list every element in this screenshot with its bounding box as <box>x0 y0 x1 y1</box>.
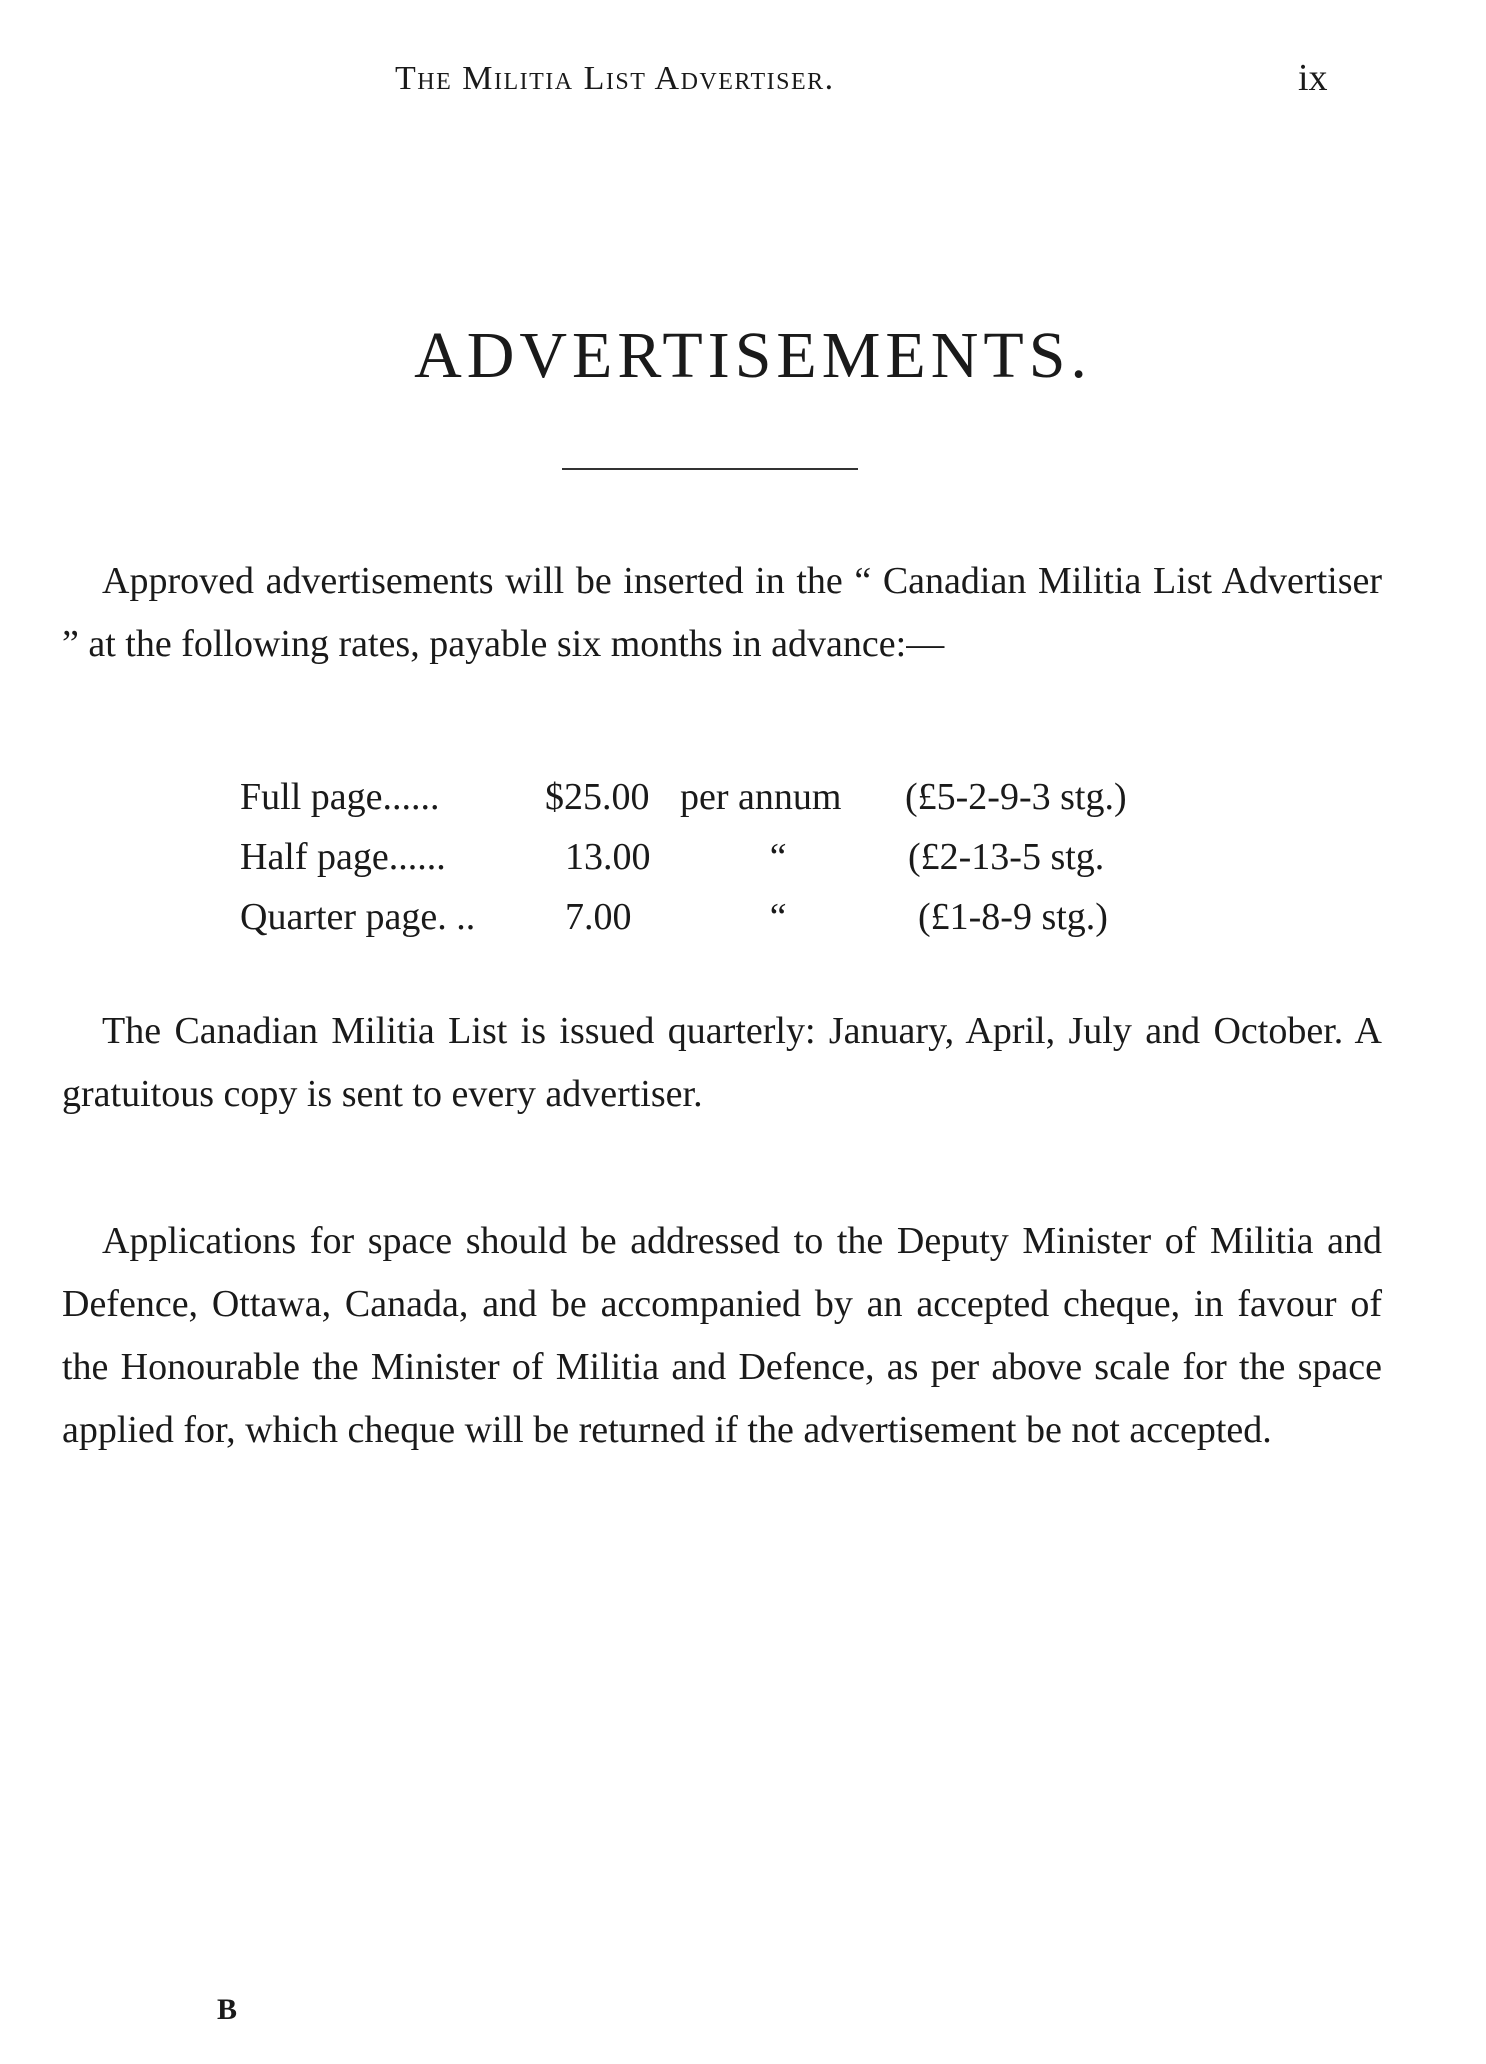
page-title: ADVERTISEMENTS. <box>414 319 1092 392</box>
applications-paragraph: Applications for space should be addressed to the Deputy Minister of Militia and Defence, Ottawa, Canada, and be accompanied by an accepted cheque, in favour of the Honourable the Minister of Militia and Defence, as per above scale for the space applied for, which cheque will be returned if the advertisement be not accepted. <box>62 1220 1382 1451</box>
rate-price: 7.00 <box>565 896 632 938</box>
rates-table <box>240 775 1240 955</box>
rate-label: Full page...... <box>240 776 440 818</box>
ditto-mark: “ <box>766 896 788 938</box>
rate-sterling: (£2-13-5 stg. <box>908 836 1105 878</box>
rate-row-full-page <box>240 775 1240 835</box>
rate-price: 13.00 <box>565 836 651 878</box>
title-rule <box>562 468 858 470</box>
rate-label: Quarter page. .. <box>240 896 476 938</box>
rate-sterling: (£5-2-9-3 stg.) <box>905 776 1127 818</box>
signature-mark: B <box>217 1993 238 2026</box>
rate-term: per annum <box>680 776 842 818</box>
rate-row-quarter-page <box>240 895 1240 955</box>
issue-note-paragraph: The Canadian Militia List is issued quarterly: January, April, July and October. A gratuitous copy is sent to every advertiser. <box>62 1010 1382 1115</box>
ditto-mark: “ <box>766 836 788 878</box>
rate-label: Half page...... <box>240 836 446 878</box>
rate-price: $25.00 <box>545 776 650 818</box>
page-number: ix <box>1298 57 1328 99</box>
intro-paragraph: Approved advertisements will be inserted in the “ Canadian Militia List Advertiser ” at the following rates, payable six months in advance:— <box>62 560 1382 665</box>
rate-sterling: (£1-8-9 stg.) <box>918 896 1108 938</box>
running-head <box>0 56 1486 106</box>
rate-row-half-page <box>240 835 1240 895</box>
running-title: The Militia List Advertiser. <box>395 60 835 97</box>
